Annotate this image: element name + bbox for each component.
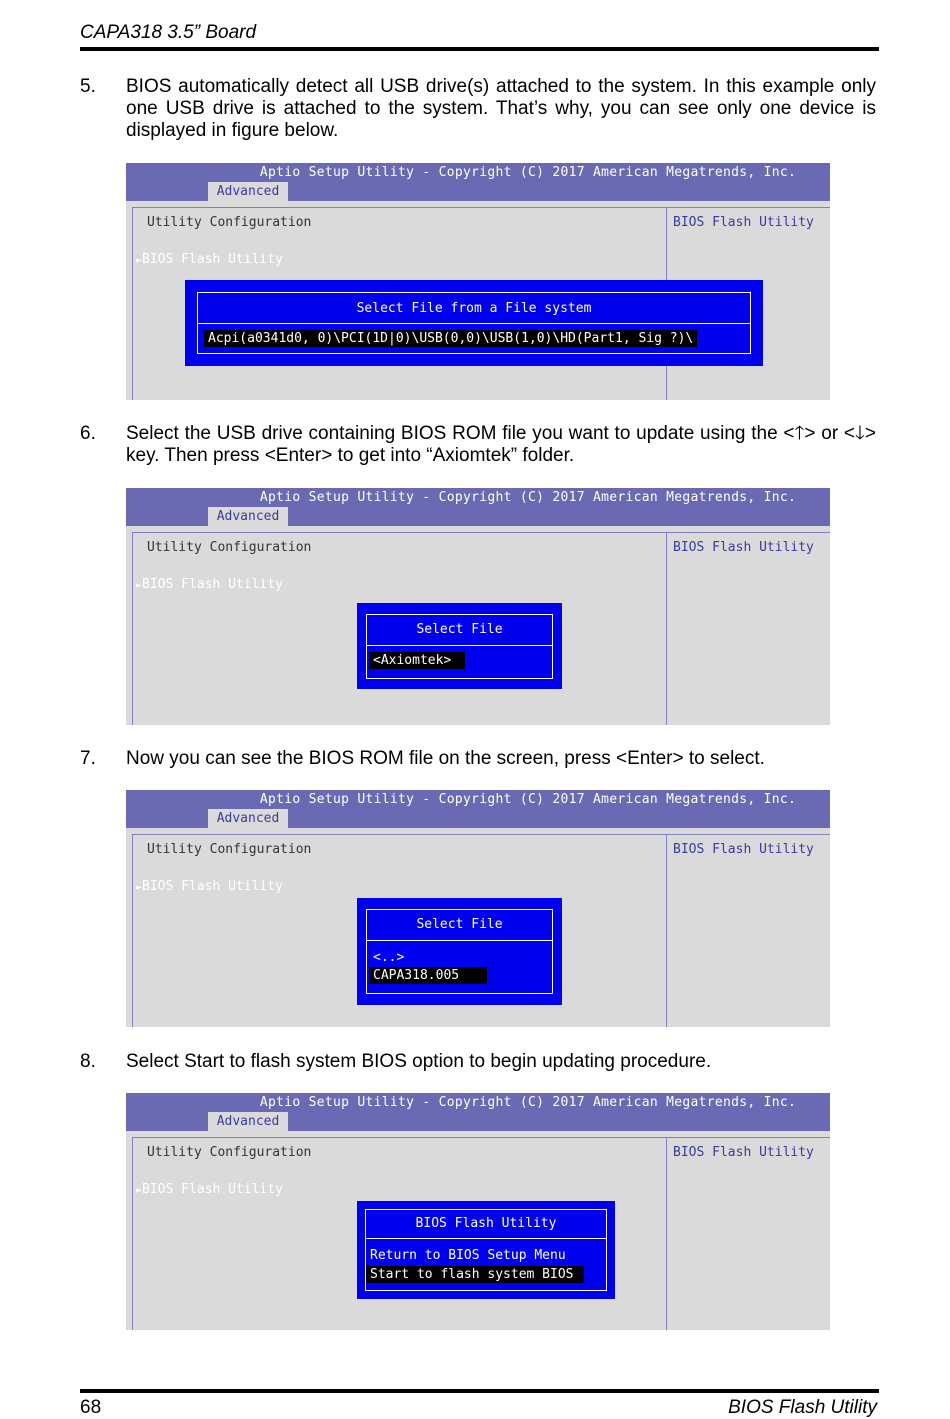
return-to-setup-option[interactable]: Return to BIOS Setup Menu xyxy=(370,1248,566,1263)
rom-file-option[interactable]: CAPA318.005 xyxy=(369,967,487,984)
dialog-separator xyxy=(366,1238,606,1239)
dialog-title: Select File xyxy=(416,917,503,932)
step-number: 8. xyxy=(80,1051,96,1072)
section-heading: Utility Configuration xyxy=(147,215,312,230)
section-heading: Utility Configuration xyxy=(147,842,312,857)
start-flash-option[interactable]: Start to flash system BIOS xyxy=(366,1266,584,1283)
bios-title: Aptio Setup Utility - Copyright (C) 2017 American Megatrends, Inc. xyxy=(259,1095,797,1110)
file-system-option[interactable]: Acpi(a0341d0, 0)\PCI(1D|0)\USB(0,0)\USB(1,0)\HD(Part1, Sig ?)\ xyxy=(204,330,697,347)
footer-rule xyxy=(80,1389,879,1393)
step-7 xyxy=(80,748,876,770)
help-heading: BIOS Flash Utility xyxy=(673,842,814,857)
section-heading: Utility Configuration xyxy=(147,1145,312,1160)
menu-item-label: BIOS Flash Utility xyxy=(142,1182,283,1197)
step-6 xyxy=(80,423,876,467)
dialog-title: Select File xyxy=(416,622,503,637)
dialog-separator xyxy=(367,645,552,646)
step-text: Now you can see the BIOS ROM file on the screen, press <Enter> to select. xyxy=(126,748,765,769)
folder-option-axiomtek[interactable]: <Axiomtek> xyxy=(369,652,465,669)
select-file-dialog xyxy=(357,898,562,1005)
document-header: CAPA318 3.5” Board xyxy=(80,22,257,43)
step-number: 5. xyxy=(80,76,96,97)
step-text: Select Start to flash system BIOS option to begin updating procedure. xyxy=(126,1051,712,1072)
bios-title: Aptio Setup Utility - Copyright (C) 2017 American Megatrends, Inc. xyxy=(259,165,797,180)
step-number: 6. xyxy=(80,423,96,444)
bios-screenshot-3 xyxy=(126,790,830,1027)
step-text: BIOS automatically detect all USB drive(s) attached to the system. In this example only one USB drive is attached to the system. That’s why, you can see only one device is displayed in figure below. xyxy=(126,76,876,141)
arrow-right-icon: ► xyxy=(136,255,143,266)
menu-item-bios-flash[interactable] xyxy=(136,879,283,894)
menu-item-bios-flash[interactable] xyxy=(136,252,283,267)
step-number: 7. xyxy=(80,748,96,769)
bios-screenshot-2 xyxy=(126,488,830,725)
tab-advanced[interactable]: Advanced xyxy=(208,507,288,526)
dialog-title: BIOS Flash Utility xyxy=(415,1216,557,1231)
bios-title: Aptio Setup Utility - Copyright (C) 2017 American Megatrends, Inc. xyxy=(259,490,797,505)
menu-item-label: BIOS Flash Utility xyxy=(142,879,283,894)
step-8 xyxy=(80,1051,876,1073)
tab-advanced[interactable]: Advanced xyxy=(208,1112,288,1131)
section-heading: Utility Configuration xyxy=(147,540,312,555)
bios-divider xyxy=(666,834,667,1027)
menu-item-label: BIOS Flash Utility xyxy=(142,577,283,592)
page-number: 68 xyxy=(80,1397,102,1418)
tab-advanced[interactable]: Advanced xyxy=(208,182,288,201)
header-rule xyxy=(80,47,879,51)
dialog-separator xyxy=(367,940,552,941)
bios-divider xyxy=(666,1137,667,1330)
select-file-system-dialog xyxy=(185,280,763,366)
help-heading: BIOS Flash Utility xyxy=(673,540,814,555)
dialog-separator xyxy=(198,323,750,324)
help-heading: BIOS Flash Utility xyxy=(673,1145,814,1160)
arrow-right-icon: ► xyxy=(136,882,143,893)
menu-item-bios-flash[interactable] xyxy=(136,577,283,592)
menu-item-label: BIOS Flash Utility xyxy=(142,252,283,267)
select-file-dialog xyxy=(357,603,562,689)
dialog-title: Select File from a File system xyxy=(356,301,592,316)
bios-divider xyxy=(666,532,667,725)
bios-title: Aptio Setup Utility - Copyright (C) 2017 American Megatrends, Inc. xyxy=(259,792,797,807)
help-heading: BIOS Flash Utility xyxy=(673,215,814,230)
step-5 xyxy=(80,76,876,142)
bios-screenshot-1 xyxy=(126,163,830,400)
arrow-right-icon: ► xyxy=(136,580,143,591)
tab-advanced[interactable]: Advanced xyxy=(208,809,288,828)
footer-section-title: BIOS Flash Utility xyxy=(728,1397,877,1418)
step-text: Select the USB drive containing BIOS ROM file you want to update using the <🡑> or <🡓> key. Then press <Enter> to get into “Axiomtek” folder. xyxy=(126,423,876,466)
parent-folder-option[interactable]: <..> xyxy=(373,950,405,965)
bios-flash-dialog xyxy=(357,1201,615,1299)
arrow-right-icon: ► xyxy=(136,1185,143,1196)
menu-item-bios-flash[interactable] xyxy=(136,1182,283,1197)
bios-screenshot-4 xyxy=(126,1093,830,1330)
